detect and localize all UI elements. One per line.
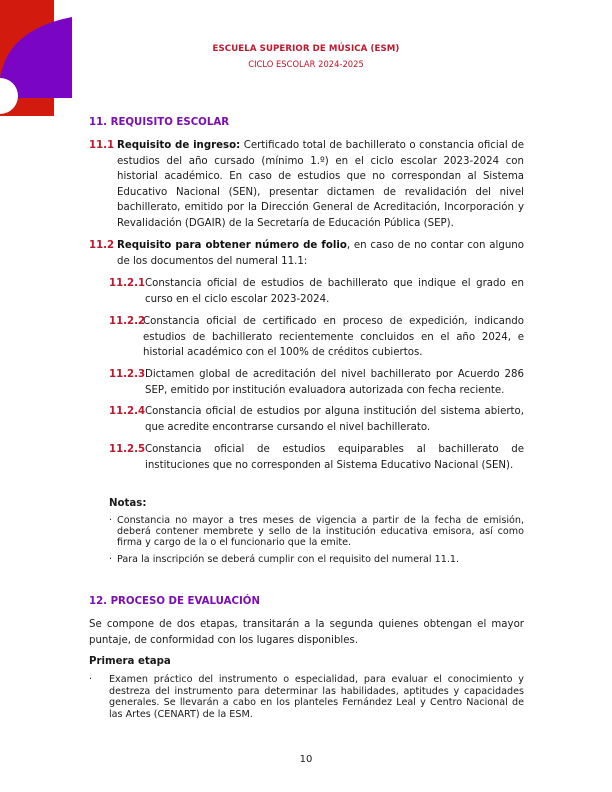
bullet-icon: · (109, 515, 113, 526)
subitem-11-2-3 (109, 367, 524, 398)
subitem-text: Constancia oficial de estudios equiparables al bachillerato de instituciones que no corresponden al Sistema Educativo Nacional (SEN). (145, 444, 524, 471)
note-item (109, 554, 524, 565)
subitem-text: Constancia oficial de estudios de bachillerato que indique el grado en curso en el ciclo escolar 2023-2024. (145, 278, 524, 305)
note-text: Constancia no mayor a tres meses de vigencia a partir de la fecha de emisión, deberá contener membrete y sello de la institución educativa emisora, así como firma y cargo de la o el funcionario que la emite. (117, 515, 524, 548)
section-12-intro: Se compone de dos etapas, transitarán a la segunda quienes obtengan el mayor puntaje, de conformidad con los lugares disponibles. (89, 619, 524, 646)
subitem-number: 11.2.5 (109, 444, 146, 455)
item-lead: Requisito para obtener número de folio (117, 240, 347, 251)
item-11-2 (89, 238, 524, 269)
subitem-11-2-2 (109, 314, 524, 361)
item-number: 11.1 (89, 140, 115, 151)
section-11-title: 11. REQUISITO ESCOLAR (89, 117, 230, 128)
note-item (109, 515, 524, 548)
subitem-11-2-5 (109, 442, 524, 473)
school-name: ESCUELA SUPERIOR DE MÚSICA (ESM) (212, 44, 400, 54)
subitem-number: 11.2.1 (109, 278, 146, 289)
stage-1-item (89, 674, 524, 720)
subitem-text: Dictamen global de acreditación del nivel bachillerato por Acuerdo 286 SEP, emitido por institución evaluadora autorizada con fecha reciente. (145, 369, 524, 396)
subitem-11-2-4 (109, 404, 524, 435)
subitem-number: 11.2.3 (109, 369, 146, 380)
bullet-icon: · (89, 674, 93, 685)
bullet-icon: · (109, 554, 113, 565)
subitem-text: Constancia oficial de certificado en proceso de expedición, indicando estudios de bachillerato recientemente concluidos en el año 2024, e historial académico con el 100% de créditos cubiertos. (143, 316, 524, 359)
note-text: Para la inscripción se deberá cumplir con el requisito del numeral 11.1. (117, 554, 460, 565)
item-text: Certificado total de bachillerato o constancia oficial de estudios del año cursado (mínimo 1.º) en el ciclo escolar 2023-2024 con historial académico. En caso de estudios que no correspondan al Sistema Educativo Nacional (SEN), presentar dictamen de revalidación del nivel bachillerato, emitido por la Dirección General de Acreditación, Incorporación y Revalidación (DGAIR) de la Secretaría de Educación Pública (SEP). (117, 140, 524, 229)
item-text: , en caso de no contar con alguno de los documentos del numeral 11.1: (117, 240, 524, 267)
school-cycle: CICLO ESCOLAR 2024-2025 (248, 59, 364, 69)
stage-1-title: Primera etapa (89, 656, 171, 667)
notes-title: Notas: (109, 498, 147, 509)
subitem-11-2-1 (109, 276, 524, 307)
item-11-1 (89, 138, 524, 232)
item-lead: Requisito de ingreso: (117, 140, 241, 151)
stage-1-text: Examen práctico del instrumento o especialidad, para evaluar el conocimiento y destreza del instrumento para determinar las habilidades, aptitudes y capacidades generales. Se llevarán a cabo en los planteles Fernández Leal y Centro Nacional de las Artes (CENART) de la ESM. (109, 674, 524, 720)
section-12-title: 12. PROCESO DE EVALUACIÓN (89, 596, 260, 607)
subitem-number: 11.2.4 (109, 406, 146, 417)
document-header (0, 44, 612, 69)
subitem-text: Constancia oficial de estudios por alguna institución del sistema abierto, que acredite encontrarse cursando el nivel bachillerato. (145, 406, 524, 433)
page-number: 10 (299, 754, 313, 765)
subitem-number: 11.2.2 (109, 316, 146, 327)
item-number: 11.2 (89, 240, 115, 251)
